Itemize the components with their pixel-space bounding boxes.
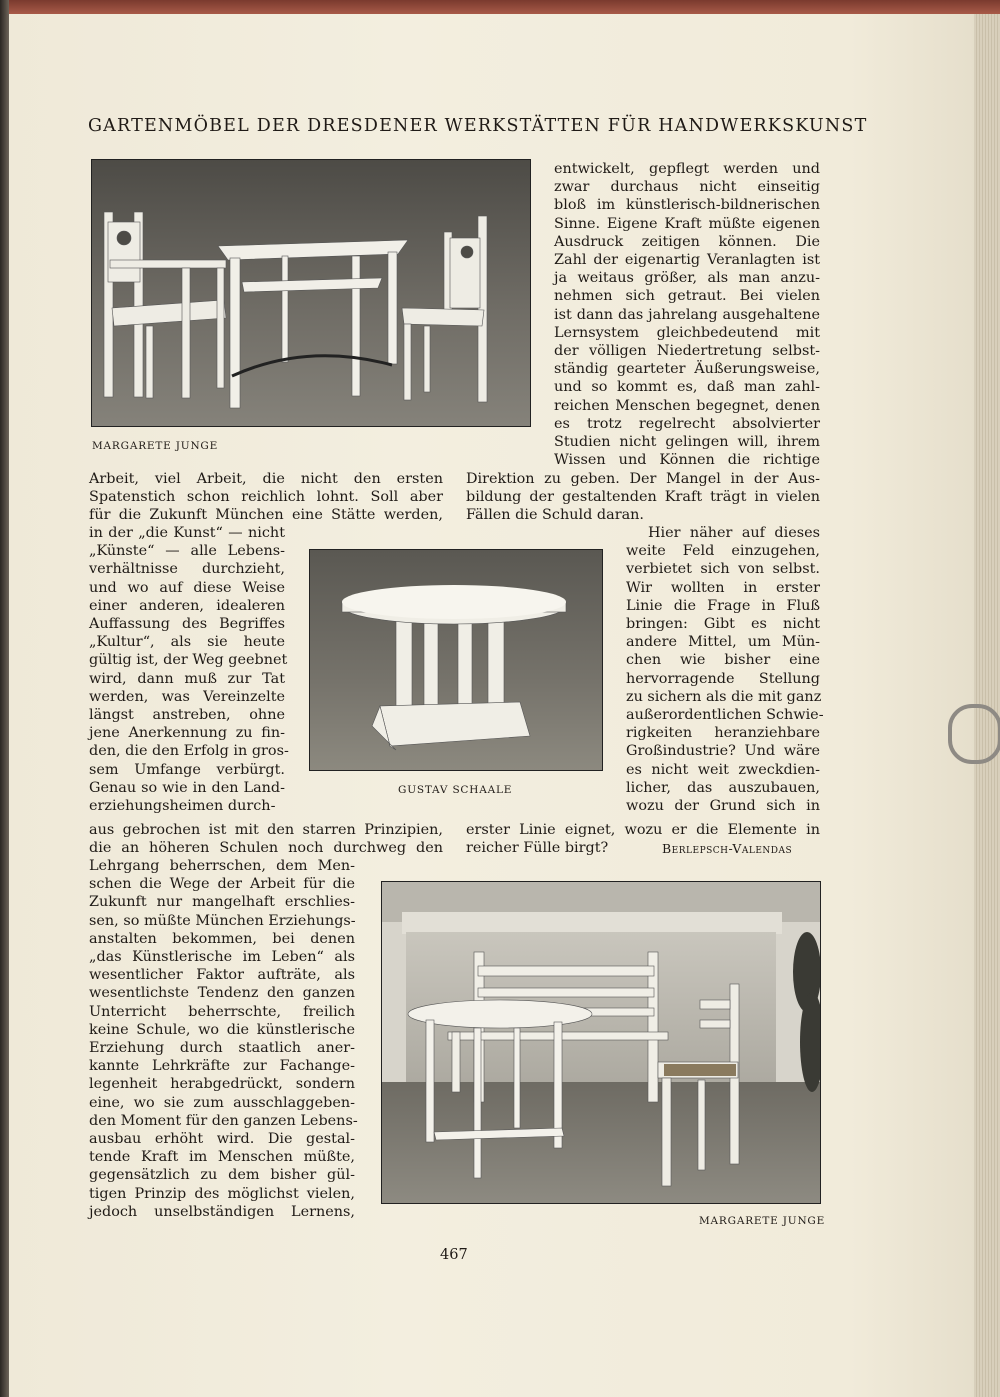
photo-round-table [309,549,603,771]
text-line: wozu der Grund sich in [626,798,820,815]
text-line: schen die Wege der Arbeit für die [89,876,355,893]
text-line: einer anderen, idealeren [89,597,285,614]
text-line: bloß im künstlerisch-bildnerischen [554,197,820,214]
author-signature: Berlepsch-Valendas [662,841,793,856]
text-line: Hier näher auf dieses [648,525,820,541]
text-line: Linie die Frage in Fluß [626,597,820,614]
text-block-right-mid [626,524,824,815]
text-line: ständig gearteter Äußerungsweise, [554,361,820,378]
text-line: gültig ist, der Weg geebnet [89,652,288,669]
text-line: keine Schule, wo die künstlerische [89,1021,355,1038]
text-line: Ausdruck zeitigen können. Die [554,233,820,250]
text-line: Fällen die Schuld daran. [466,507,644,523]
book-cover-edge [0,0,1000,14]
text-line: und wo auf diese Weise [89,579,285,596]
text-line: es nicht weit zweckdien- [626,761,820,778]
text-line: sem Umfange verbürgt. [89,761,285,778]
text-line: den, die den Erfolg in gros- [89,743,289,760]
text-block-left-bottom [89,857,358,1221]
text-line: zwar durchaus nicht einseitig [554,179,820,196]
text-line: reicher Fülle birgt? [466,840,609,856]
page-number: 467 [440,1247,468,1263]
text-line: tende Kraft im Menschen müßte, [89,1149,355,1166]
text-line: Erziehung durch staatlich aner- [89,1040,355,1057]
text-line: der völligen Niedertretung selbst- [554,343,820,360]
text-line: es trotz regelrecht absolvierter [554,415,820,432]
text-line: jedoch unselbständigen Lernens, [89,1203,355,1220]
text-line: nehmen sich getraut. Bei vielen [554,288,820,305]
text-line: erziehungsheimen durch- [89,798,276,815]
text-line: „Künste“ — alle Lebens- [89,543,285,560]
text-line: Sinne. Eigene Kraft müßte eigenen [554,215,820,232]
text-line: aus gebrochen ist mit den starren Prinzipien, [89,822,443,838]
figure-caption: MARGARETE JUNGE [92,440,219,452]
text-line: verhältnisse durchzieht, [89,561,285,578]
text-line: Genau so wie in den Land- [89,779,285,796]
text-line: außerordentlichen Schwie- [626,707,824,724]
figure-caption: MARGARETE JUNGE [699,1215,826,1227]
text-line: erster Linie eignet, wozu er die Elemente in [466,822,820,838]
figure-caption: GUSTAV SCHAALE [398,784,513,796]
running-head: GARTENMÖBEL DER DRESDENER WERKSTÄTTEN FÜR HANDWERKSKUNST [88,116,868,136]
text-line: reichen Menschen begegnet, denen [554,397,820,414]
text-line: Unterricht beherrschte, freilich [89,1003,355,1020]
text-line: den Moment für den ganzen Lebens- [89,1112,358,1129]
text-line: Großindustrie? Und wäre [626,743,820,760]
text-line: längst anstreben, ohne [89,707,285,724]
text-line: jene Anerkennung zu fin- [89,725,285,742]
text-line: eine, wo sie zum ausschlaggeben- [89,1094,355,1111]
text-line: Lernsystem gleichbedeutend mit [554,324,820,341]
text-line: Spatenstich schon reichlich lohnt. Soll aber [89,489,443,505]
text-line: ausbau erhöht wird. Die gestal- [89,1131,355,1148]
text-line: Direktion zu geben. Der Mangel in der Aus- [466,471,820,487]
text-line: ja weitaus größer, als man anzu- [554,270,820,287]
text-line: „Kultur“, als sie heute [89,634,285,651]
photo-garden-table-chairs [91,159,531,427]
text-line: gegensätzlich zu dem bisher gül- [89,1167,355,1184]
text-line: weite Feld einzugehen, [626,543,820,560]
text-line: werden, was Vereinzelte [89,688,285,705]
text-line: rigkeiten heranziehbare [626,725,820,742]
text-line: Lehrgang beherrschen, dem Men- [89,858,355,874]
text-line: Wir wollten in erster [626,579,820,596]
text-line: Zukunft nur mangelhaft erschlies- [89,894,355,911]
text-line: „das Künstlerische im Leben“ als [89,949,355,966]
text-block-left-mid [89,524,289,815]
text-line: die an höheren Schulen noch durchweg den [89,840,443,856]
text-line: und so kommt es, daß man zahl- [554,379,820,396]
text-line: Wissen und Können die richtige [554,452,820,469]
text-line: licher, das auszubauen, [626,779,820,796]
text-line: wesentlicher Faktor aufträte, als [89,967,355,984]
text-line: sen, so müßte München Erziehungs- [89,912,356,929]
text-line: zu sichern als die mit ganz [626,688,822,705]
text-block-right-top [554,160,820,469]
text-line: Auffassung des Begriffes [89,616,285,633]
text-line: bildung der gestaltenden Kraft trägt in vielen [466,489,820,505]
text-line: wird, dann muß zur Tat [89,670,285,687]
text-line: andere Mittel, um Mün- [626,634,820,651]
text-line: ist dann das jahrelang ausgehaltene [554,306,820,323]
text-line: entwickelt, gepflegt werden und [554,161,820,177]
photo-garden-bench-table-chair [381,881,821,1204]
text-line: anstalten bekommen, bei denen [89,930,355,947]
text-line: Arbeit, viel Arbeit, die nicht den ersten [89,471,443,487]
text-line: verbietet sich von selbst. [626,561,820,578]
text-line: tigen Prinzip des möglichst vielen, [89,1185,355,1202]
text-line: für die Zukunft München eine Stätte werden, [89,507,443,523]
text-line: bringen: Gibt es nicht [626,616,820,633]
text-line: kannte Lehrkräfte zur Fachange- [89,1058,355,1075]
text-line: legenheit herabgedrückt, sondern [89,1076,355,1093]
text-line: wesentlichste Tendenz den ganzen [89,985,355,1002]
text-line: in der „die Kunst“ — nicht [89,525,285,541]
text-line: chen wie bisher eine [626,652,820,669]
text-line: Zahl der eigenartig Veranlagten ist [554,252,820,269]
paper-clip [948,704,1000,764]
book-spine-edge [0,0,9,1397]
text-line: Studien nicht gelingen will, ihrem [554,434,820,451]
text-line: hervorragende Stellung [626,670,820,687]
